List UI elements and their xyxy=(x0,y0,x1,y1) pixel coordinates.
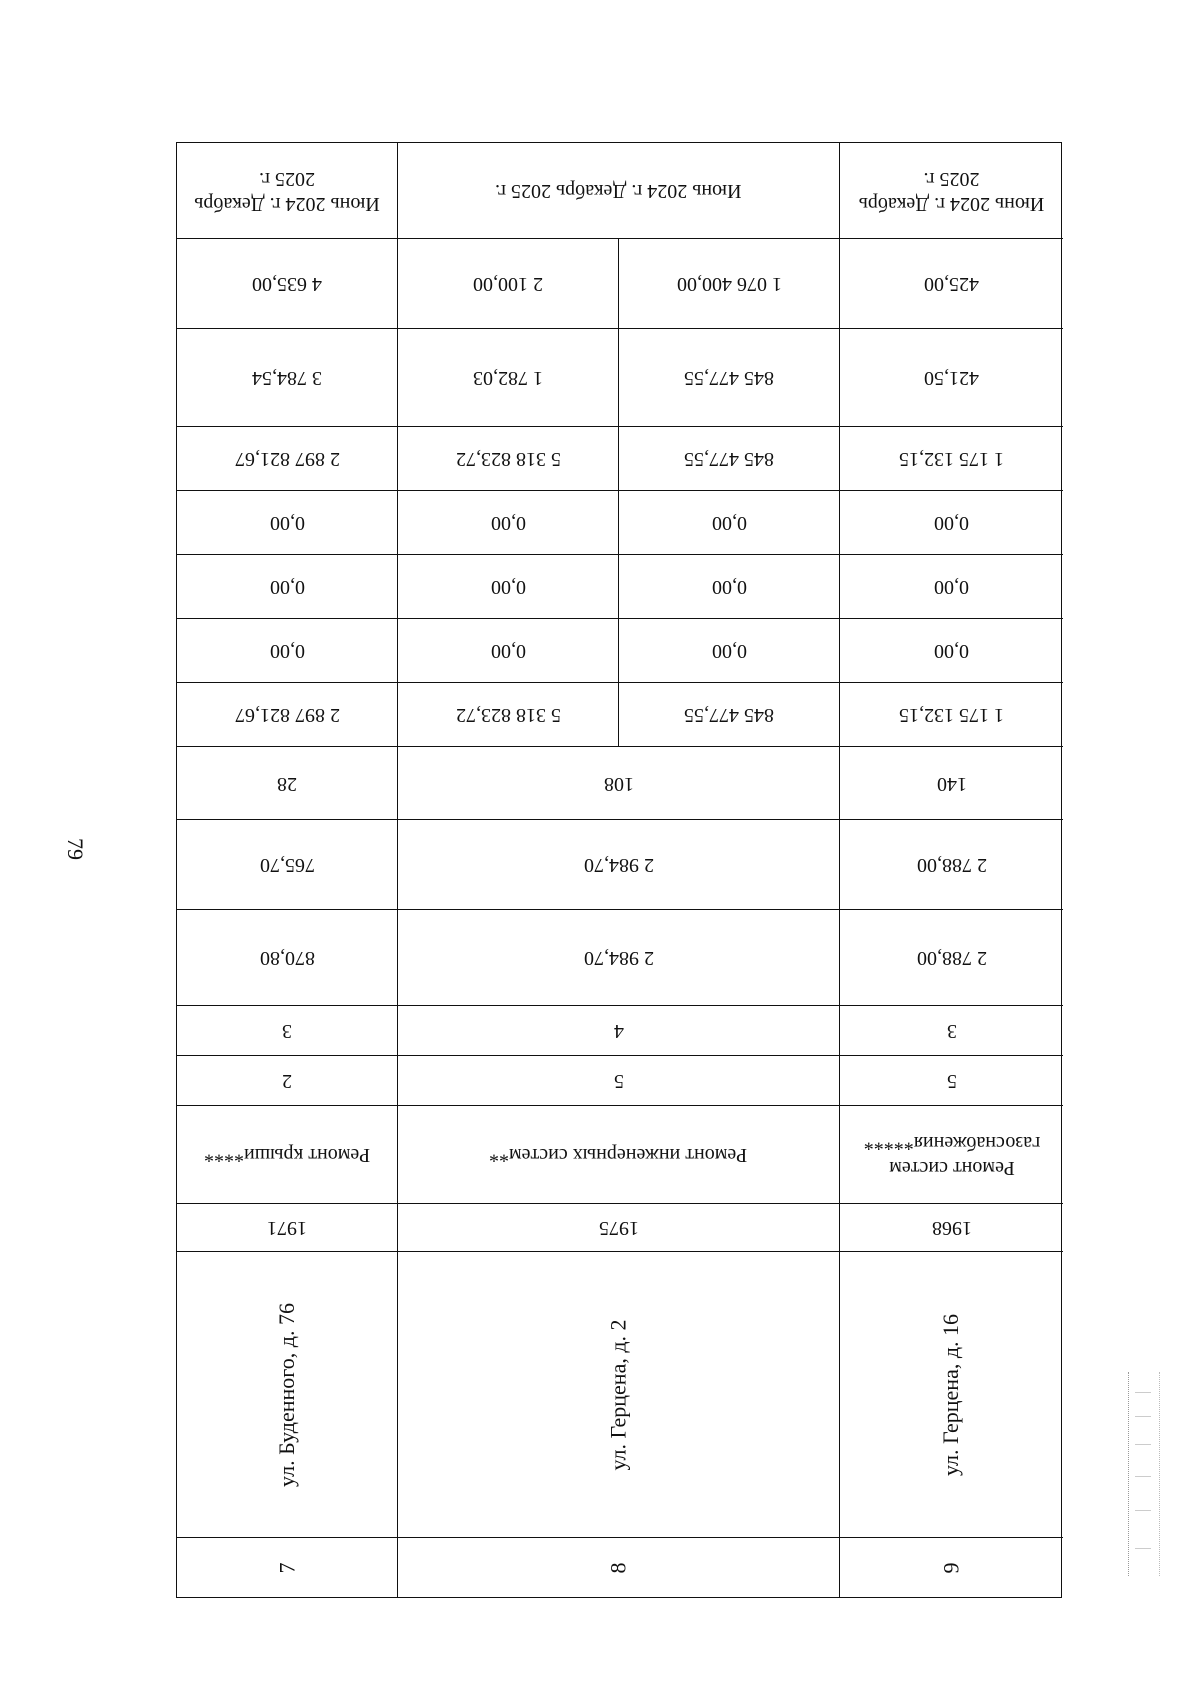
table-row xyxy=(177,143,1063,238)
table-row xyxy=(177,1251,1063,1537)
unit-cost-cell xyxy=(839,329,1063,426)
year-cell xyxy=(177,1204,397,1251)
value-text: 2 xyxy=(282,1070,292,1092)
zero-cell xyxy=(618,555,839,618)
table-row xyxy=(177,819,1063,909)
total-cell xyxy=(839,427,1063,490)
total2-text: 2 897 821,67 xyxy=(234,704,340,726)
year-text: 1975 xyxy=(598,1217,639,1239)
row-number-cell xyxy=(397,1538,839,1597)
total-text: 2 897 821,67 xyxy=(234,448,340,470)
max-cost-text: 2 100,00 xyxy=(473,273,543,295)
table-row xyxy=(177,328,1063,426)
zero-cell xyxy=(177,491,397,554)
value-cell xyxy=(177,1056,397,1105)
table-row xyxy=(177,1105,1063,1203)
table-row xyxy=(177,238,1063,328)
period-cell xyxy=(839,143,1063,238)
row-number-cell xyxy=(839,1538,1063,1597)
zero-cell xyxy=(177,619,397,682)
zero-text: 0,00 xyxy=(269,640,305,662)
area-text: 870,80 xyxy=(259,947,315,969)
address-text: ул. Герцена, д. 16 xyxy=(938,1313,964,1476)
max-cost-cell xyxy=(618,239,839,328)
table-row xyxy=(177,426,1063,490)
value-cell xyxy=(397,1006,839,1055)
area-cell xyxy=(839,820,1063,909)
total2-cell xyxy=(618,683,839,746)
value-text: 3 xyxy=(946,1020,957,1042)
zero-text: 0,00 xyxy=(269,576,305,598)
max-cost-cell xyxy=(397,239,618,328)
total-cell xyxy=(177,427,397,490)
total2-text: 5 318 823,72 xyxy=(455,704,561,726)
zero-cell xyxy=(397,555,618,618)
year-cell xyxy=(839,1204,1063,1251)
area-cell xyxy=(397,910,839,1005)
work-type-cell xyxy=(177,1106,397,1203)
total-text: 5 318 823,72 xyxy=(455,448,561,470)
address-cell xyxy=(397,1252,839,1537)
zero-text: 0,00 xyxy=(934,576,969,598)
total-text: 1 175 132,15 xyxy=(899,448,1004,470)
capital-repair-table xyxy=(176,142,1062,1598)
work-type-cell xyxy=(397,1106,839,1203)
residents-text: 140 xyxy=(936,772,967,795)
table-row xyxy=(177,618,1063,682)
zero-text: 0,00 xyxy=(934,512,969,534)
zero-cell xyxy=(839,491,1063,554)
work-type-cell xyxy=(839,1106,1063,1203)
unit-cost-cell xyxy=(397,329,618,426)
zero-cell xyxy=(397,619,618,682)
zero-cell xyxy=(397,491,618,554)
max-cost-cell xyxy=(839,239,1063,328)
address-cell xyxy=(839,1252,1063,1537)
period-text: Июнь 2024 г. Декабрь 2025 г. xyxy=(194,167,380,215)
max-cost-cell xyxy=(177,239,397,328)
zero-cell xyxy=(618,619,839,682)
area-text: 2 984,70 xyxy=(583,854,654,876)
value-cell xyxy=(839,1006,1063,1055)
period-text: Июнь 2024 г. Декабрь 2025 г. xyxy=(495,180,742,202)
value-cell xyxy=(397,1056,839,1105)
table-row xyxy=(177,746,1063,819)
table-row xyxy=(177,490,1063,554)
total-text: 845 477,55 xyxy=(684,448,774,470)
table-row xyxy=(177,682,1063,746)
zero-text: 0,00 xyxy=(269,512,305,534)
zero-text: 0,00 xyxy=(711,576,747,598)
total2-cell xyxy=(397,683,618,746)
value-cell xyxy=(839,1056,1063,1105)
table-row xyxy=(177,909,1063,1005)
unit-cost-cell xyxy=(618,329,839,426)
year-text: 1971 xyxy=(267,1217,307,1239)
residents-cell xyxy=(397,747,839,819)
address-text: ул. Герцена, д. 2 xyxy=(605,1318,631,1471)
table-row xyxy=(177,554,1063,618)
value-cell xyxy=(177,1006,397,1055)
unit-cost-cell xyxy=(177,329,397,426)
address-cell xyxy=(177,1252,397,1537)
residents-cell xyxy=(177,747,397,819)
value-text: 5 xyxy=(946,1070,957,1092)
year-text: 1968 xyxy=(931,1217,972,1239)
area-cell xyxy=(397,820,839,909)
value-text: 4 xyxy=(613,1020,624,1042)
period-cell xyxy=(397,143,839,238)
page-number: 79 xyxy=(63,838,88,860)
residents-text: 28 xyxy=(277,772,297,795)
table-row xyxy=(177,1537,1063,1597)
value-text: 3 xyxy=(282,1020,292,1042)
work-type-text: Ремонт крыши**** xyxy=(203,1144,371,1166)
row-number-text: 9 xyxy=(938,1562,964,1573)
period-text: Июнь 2024 г. Декабрь 2025 г. xyxy=(858,167,1045,215)
zero-text: 0,00 xyxy=(490,512,526,534)
unit-cost-text: 1 782,03 xyxy=(473,367,543,389)
area-text: 2 788,00 xyxy=(916,854,987,876)
stamp-mark xyxy=(1128,1372,1160,1576)
area-cell xyxy=(839,910,1063,1005)
area-text: 2 788,00 xyxy=(916,947,987,969)
row-number-text: 7 xyxy=(274,1562,299,1573)
total2-cell xyxy=(177,683,397,746)
table-row xyxy=(177,1055,1063,1105)
residents-cell xyxy=(839,747,1063,819)
unit-cost-text: 3 784,54 xyxy=(252,367,322,389)
row-number-cell xyxy=(177,1538,397,1597)
zero-cell xyxy=(618,491,839,554)
max-cost-text: 4 635,00 xyxy=(252,273,322,295)
total-cell xyxy=(397,427,618,490)
max-cost-text: 425,00 xyxy=(924,273,979,295)
row-number-text: 8 xyxy=(605,1562,631,1573)
unit-cost-text: 845 477,55 xyxy=(684,367,774,389)
work-type-text: Ремонт систем газоснабжения***** xyxy=(863,1131,1040,1179)
value-text: 5 xyxy=(613,1070,624,1092)
period-cell xyxy=(177,143,397,238)
residents-text: 108 xyxy=(603,772,634,795)
year-cell xyxy=(397,1204,839,1251)
zero-cell xyxy=(839,555,1063,618)
zero-text: 0,00 xyxy=(490,576,526,598)
total2-text: 1 175 132,15 xyxy=(899,704,1004,726)
total2-cell xyxy=(839,683,1063,746)
zero-text: 0,00 xyxy=(711,512,747,534)
zero-text: 0,00 xyxy=(490,640,526,662)
address-text: ул. Буденного, д. 76 xyxy=(273,1302,299,1487)
total-cell xyxy=(618,427,839,490)
unit-cost-text: 421,50 xyxy=(924,367,979,389)
area-text: 765,70 xyxy=(259,854,315,876)
max-cost-text: 1 076 400,00 xyxy=(676,273,782,295)
zero-text: 0,00 xyxy=(934,640,969,662)
zero-text: 0,00 xyxy=(711,640,747,662)
area-cell xyxy=(177,820,397,909)
area-cell xyxy=(177,910,397,1005)
zero-cell xyxy=(839,619,1063,682)
area-text: 2 984,70 xyxy=(583,947,654,969)
zero-cell xyxy=(177,555,397,618)
total2-text: 845 477,55 xyxy=(684,704,774,726)
table-row xyxy=(177,1203,1063,1251)
work-type-text: Ремонт инженерных систем** xyxy=(489,1144,748,1166)
table-row xyxy=(177,1005,1063,1055)
